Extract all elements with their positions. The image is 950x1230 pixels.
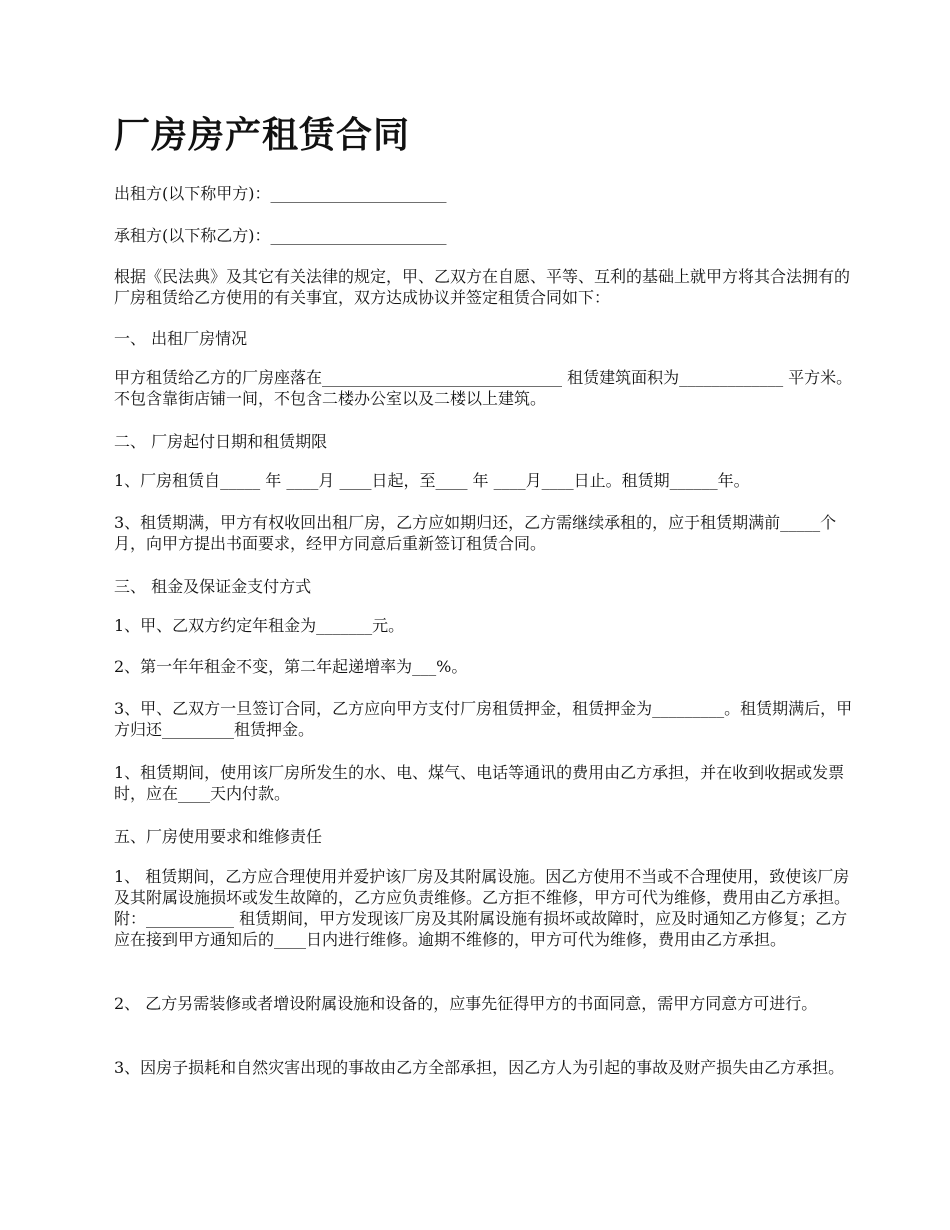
clause-renovation: 2、 乙方另需装修或者增设附属设施和设备的，应事先征得甲方的书面同意，需甲方同意方可进行。 [114,994,818,1013]
section-heading-3: 三、 租金及保证金支付方式 [114,577,312,596]
section-heading-1: 一、 出租厂房情况 [114,329,248,348]
clause-annual-rent: 1、甲、乙双方约定年租金为_______元。 [114,616,405,635]
clause-deposit: 3、甲、乙双方一旦签订合同，乙方应向甲方支付厂房租赁押金，租赁押金为_________。租赁期满后，甲方归还_________租赁押金。 [114,699,853,739]
preamble-paragraph: 根据《民法典》及其它有关法律的规定，甲、乙双方在自愿、平等、互利的基础上就甲方将其合法拥有的厂房租赁给乙方使用的有关事宜，双方达成协议并签定租赁合同如下： [114,267,851,307]
clause-lease-expiry: 3、租赁期满，甲方有权收回出租厂房，乙方应如期归还，乙方需继续承租的，应于租赁期满前_____个月，向甲方提出书面要求，经甲方同意后重新签订租赁合同。 [114,513,837,553]
clause-lease-term: 1、厂房租赁自_____ 年 ____月 ____日起，至____ 年 ____月____日止。租赁期______年。 [114,471,750,490]
clause-maintenance: 1、 租赁期间，乙方应合理使用并爱护该厂房及其附属设施。因乙方使用不当或不合理使用，致使该厂房及其附属设施损坏或发生故障的，乙方应负责维修。乙方拒不维修，甲方可代为维修，费用由乙方承担。附：___________ 租赁期间，甲方发现该厂房及其附属设施有损坏或故障时，应及时通知乙方修复；乙方应在接到甲方通知后的____日内进行维修。逾期不维修的，甲方可代为维修，费用由乙方承担。 [114,867,851,949]
clause-accident-liability: 3、因房子损耗和自然灾害出现的事故由乙方全部承担，因乙方人为引起的事故及财产损失由乙方承担。 [114,1058,845,1077]
clause-location-area: 甲方租赁给乙方的厂房座落在______________________________ 租赁建筑面积为_____________ 平方米。不包含靠街店铺一间，不包含二楼办公室以及二楼以上建筑。 [114,368,853,408]
section-heading-2: 二、 厂房起付日期和租赁期限 [114,432,328,451]
lessee-line: 承租方(以下称乙方)：______________________ [114,226,447,245]
lessor-line: 出租方(以下称甲方)：______________________ [114,184,447,203]
document-title: 厂房房产租赁合同 [114,115,411,156]
section-heading-5: 五、厂房使用要求和维修责任 [114,827,323,846]
clause-rent-increase: 2、第一年年租金不变，第二年起递增率为___%。 [114,657,468,676]
clause-utilities: 1、租赁期间，使用该厂房所发生的水、电、煤气、电话等通讯的费用由乙方承担，并在收到收据或发票时，应在____天内付款。 [114,763,845,803]
